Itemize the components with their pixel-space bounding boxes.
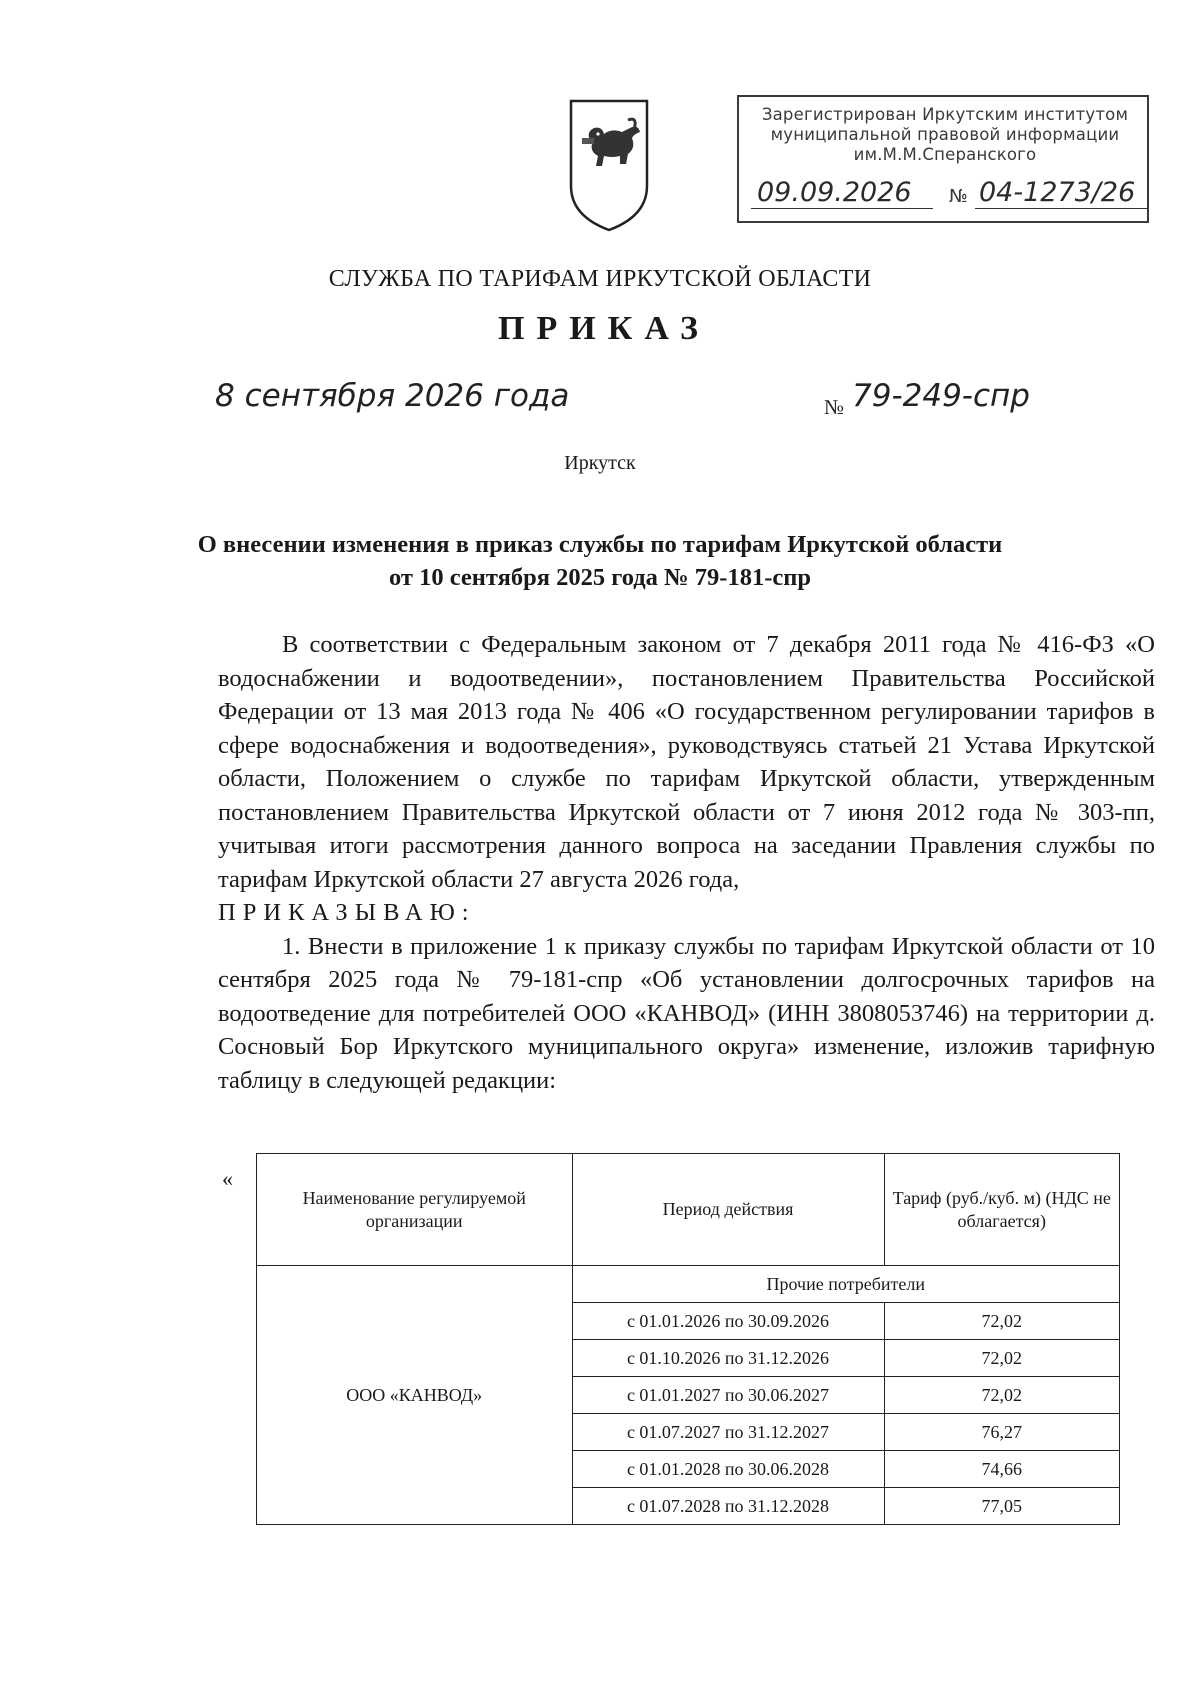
order-subject	[0, 528, 1200, 594]
agency-name: СЛУЖБА ПО ТАРИФАМ ИРКУТСКОЙ ОБЛАСТИ	[328, 266, 872, 292]
table-group-row	[257, 1266, 1120, 1303]
header-tariff: Тариф (руб./куб. м) (НДС не облагается)	[884, 1154, 1119, 1266]
decree-word: ПРИКАЗЫВАЮ:	[218, 899, 476, 926]
clause-1-paragraph: 1. Внести в приложение 1 к приказу службы по тарифам Иркутской области от 10 сентября 2025 года № 79-181-спр «Об установлении долгосрочных тарифов на водоотведение для потребителей ООО «КАНВОД» (ИНН 3808053746) на территории д. Сосновый Бор Иркутского муниципального округа» изменение, изложив тарифную таблицу в следующей редакции:	[218, 932, 1155, 1094]
period-cell: с 01.10.2026 по 31.12.2026	[572, 1340, 884, 1377]
subject-line-2: от 10 сентября 2025 года № 79-181-спр	[389, 564, 811, 591]
stamp-number-label: №	[949, 186, 968, 207]
stamp-registration-number: 04-1273/26	[975, 177, 1149, 209]
tariff-cell: 76,27	[884, 1414, 1119, 1451]
period-cell: с 01.07.2027 по 31.12.2027	[572, 1414, 884, 1451]
order-date: 8 сентября 2026 года	[215, 378, 570, 414]
preamble-paragraph: В соответствии с Федеральным законом от 7 декабря 2011 года № 416-ФЗ «О водоснабжении и водоотведении», постановлением Правительства Российской Федерации от 13 мая 2013 года № 406 «О государственном регулировании тарифов в сфере водоснабжения и водоотведения», руководствуясь статьей 21 Устава Иркутской области, Положением о службе по тарифам Иркутской области, утвержденным постановлением Правительства Иркутской области от 7 июня 2012 года № 303-пп, учитывая итоги рассмотрения данного вопроса на заседании Правления службы по тарифам Иркутской области 27 августа 2026 года,	[218, 631, 1155, 893]
period-cell: с 01.01.2026 по 30.09.2026	[572, 1303, 884, 1340]
stamp-line-3: им.М.М.Сперанского	[853, 145, 1037, 164]
header-period: Период действия	[572, 1154, 884, 1266]
table-header-row	[257, 1154, 1120, 1266]
tariff-cell: 72,02	[884, 1377, 1119, 1414]
stamp-line-1: Зарегистрирован Иркутским институтом	[761, 105, 1129, 124]
stamp-registration-date: 09.09.2026	[751, 177, 933, 209]
consumer-group-label: Прочие потребители	[572, 1266, 1120, 1303]
document-type-title: ПРИКАЗ	[498, 310, 710, 347]
header-organization: Наименование регулируемой организации	[257, 1154, 573, 1266]
tariff-cell: 77,05	[884, 1488, 1119, 1525]
tariff-cell: 72,02	[884, 1340, 1119, 1377]
subject-line-1: О внесении изменения в приказ службы по тарифам Иркутской области	[197, 531, 1003, 558]
stamp-line-2: муниципальной правовой информации	[770, 125, 1120, 144]
period-cell: с 01.01.2028 по 30.06.2028	[572, 1451, 884, 1488]
opening-quote-mark: «	[222, 1166, 233, 1191]
tariff-table	[256, 1153, 1120, 1525]
tariff-cell: 72,02	[884, 1303, 1119, 1340]
order-body	[218, 628, 1155, 1097]
order-number-label: №	[824, 395, 845, 419]
stamp-registration-row	[751, 177, 1141, 211]
organization-cell: ООО «КАНВОД»	[257, 1266, 573, 1525]
order-number: 79-249-спр	[852, 378, 1030, 414]
registration-stamp	[737, 95, 1149, 223]
coat-of-arms-emblem	[568, 98, 650, 233]
period-cell: с 01.07.2028 по 31.12.2028	[572, 1488, 884, 1525]
period-cell: с 01.01.2027 по 30.06.2027	[572, 1377, 884, 1414]
city-name: Иркутск	[564, 452, 636, 474]
tariff-cell: 74,66	[884, 1451, 1119, 1488]
